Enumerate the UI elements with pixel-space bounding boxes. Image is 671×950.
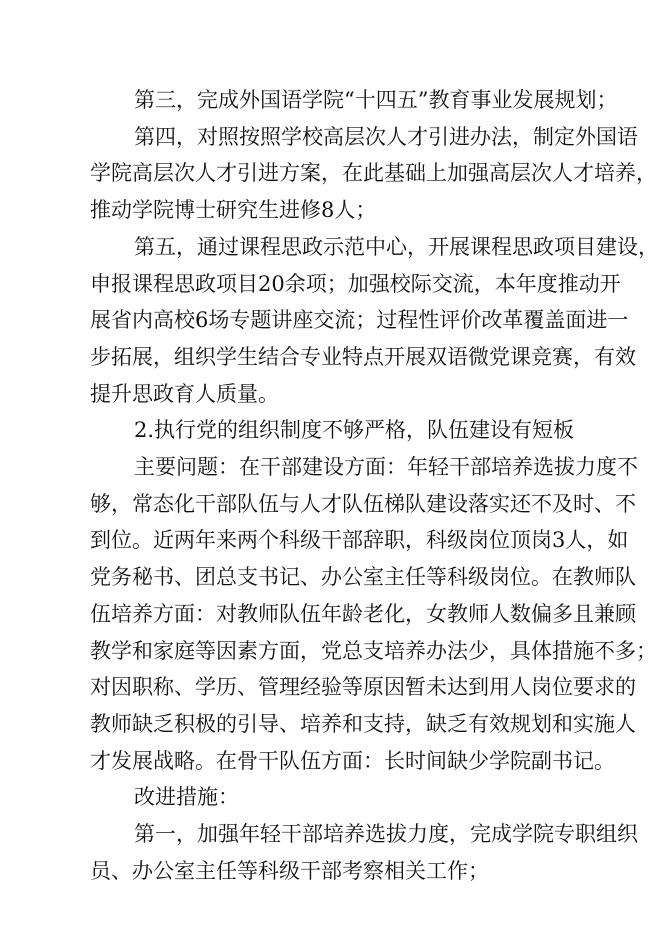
- text-line: 教学和家庭等因素方面，党总支培养办法少，具体措施不多；: [90, 638, 657, 663]
- text-line: 提升思政育人质量。: [90, 381, 279, 406]
- text-line: 到位。近两年来两个科级干部辞职，科级岗位顶岗3人，如: [90, 528, 629, 553]
- text-line: 教师缺乏积极的引导、培养和支持，缺乏有效规划和实施人: [90, 711, 636, 736]
- text-line: 步拓展，组织学生结合专业特点开展双语微党课竞赛，有效: [90, 344, 636, 369]
- text-line: 第三，完成外国语学院“十四五”教育事业发展规划；: [134, 88, 618, 112]
- text-line: 第四，对照按照学校高层次人才引进办法，制定外国语: [134, 124, 638, 149]
- text-line: 2.执行党的组织制度不够严格，队伍建设有短板: [134, 418, 575, 443]
- text-line: 够，常态化干部队伍与人才队伍梯队建设落实还不及时、不: [90, 491, 636, 516]
- text-line: 展省内高校6场专题讲座交流；过程性评价改革覆盖面进一: [90, 308, 629, 333]
- text-line: 第五，通过课程思政示范中心，开展课程思政项目建设，: [134, 234, 659, 259]
- text-line: 推动学院博士研究生进修8人；: [90, 198, 377, 223]
- text-line: 党务秘书、团总支书记、办公室主任等科级岗位。在教师队: [90, 565, 636, 590]
- text-line: 改进措施：: [134, 785, 239, 810]
- text-line: 员、办公室主任等科级干部考察相关工作；: [90, 858, 489, 883]
- text-line: 学院高层次人才引进方案，在此基础上加强高层次人才培养，: [90, 161, 657, 186]
- text-line: 伍培养方面：对教师队伍年龄老化，女教师人数偏多且兼顾: [90, 601, 636, 626]
- text-line: 第一，加强年轻干部培养选拔力度，完成学院专职组织: [134, 822, 638, 846]
- text-line: 才发展战略。在骨干队伍方面：长时间缺少学院副书记。: [90, 748, 615, 773]
- text-line: 对因职称、学历、管理经验等原因暂未达到用人岗位要求的: [90, 675, 636, 700]
- text-line: 主要问题：在干部建设方面：年轻干部培养选拔力度不: [134, 455, 638, 479]
- text-line: 申报课程思政项目20余项；加强校际交流，本年度推动开: [90, 271, 621, 296]
